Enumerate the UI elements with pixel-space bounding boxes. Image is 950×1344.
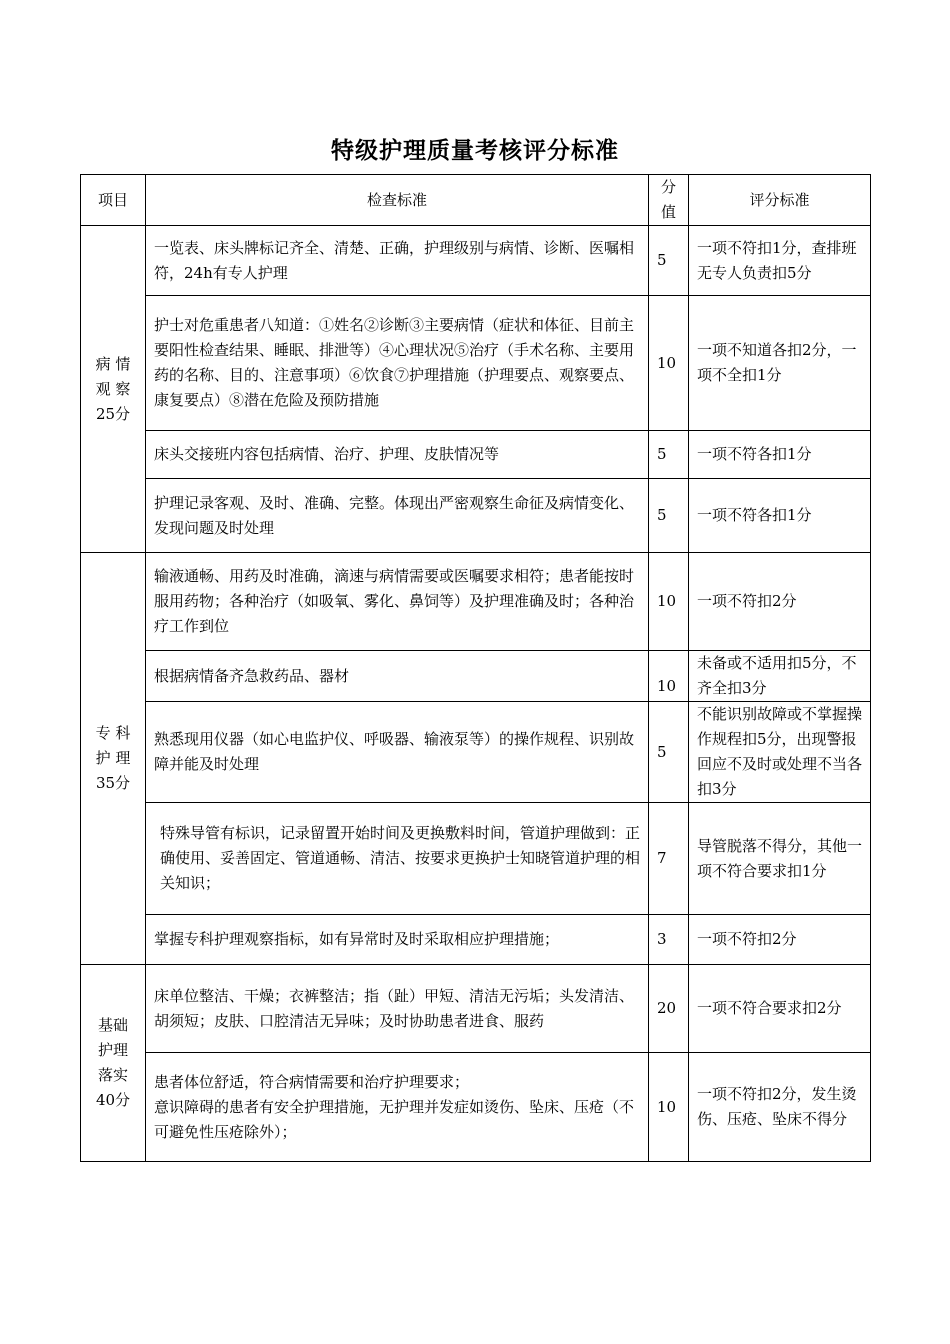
standard-cell: 患者体位舒适，符合病情需要和治疗护理要求； 意识障碍的患者有安全护理措施，无护理并发症如烫伤、坠床、压疮（不可避免性压疮除外）； [146, 1053, 649, 1162]
table-row [81, 651, 871, 702]
table-row [81, 553, 871, 651]
standard-cell: 床头交接班内容包括病情、治疗、护理、皮肤情况等 [146, 431, 649, 479]
score-cell: 10 [649, 553, 689, 651]
header-item: 项目 [81, 175, 146, 226]
score-cell: 7 [649, 803, 689, 915]
score-cell: 10 [649, 1053, 689, 1162]
category-cell [81, 553, 146, 965]
rule-cell: 一项不符合要求扣2分 [689, 965, 871, 1053]
score-cell: 5 [649, 226, 689, 296]
standard-cell: 床单位整洁、干燥；衣裤整洁；指（趾）甲短、清洁无污垢；头发清洁、胡须短；皮肤、口腔清洁无异味；及时协助患者进食、服药 [146, 965, 649, 1053]
rule-cell: 不能识别故障或不掌握操作规程扣5分，出现警报回应不及时或处理不当各扣3分 [689, 702, 871, 803]
rule-cell: 导管脱落不得分，其他一项不符合要求扣1分 [689, 803, 871, 915]
assessment-table [80, 174, 871, 1162]
header-row [81, 175, 871, 226]
category-label: 病 情 观 察 25分 [95, 354, 131, 423]
standard-cell: 特殊导管有标识，记录留置开始时间及更换敷料时间，管道护理做到：正确使用、妥善固定、管道通畅、清洁、按要求更换护士知晓管道护理的相关知识； [146, 803, 649, 915]
standard-cell: 护理记录客观、及时、准确、完整。体现出严密观察生命征及病情变化、发现问题及时处理 [146, 479, 649, 553]
score-cell: 10 [649, 296, 689, 431]
table-row [81, 803, 871, 915]
table-row [81, 296, 871, 431]
page-title: 特级护理质量考核评分标准 [331, 138, 619, 164]
rule-cell: 一项不符各扣1分 [689, 431, 871, 479]
standard-cell: 护士对危重患者八知道：①姓名②诊断③主要病情（症状和体征、目前主要阳性检查结果、睡眠、排泄等）④心理状况⑤治疗（手术名称、主要用药的名称、目的、注意事项）⑥饮食⑦护理措施（护理要点、观察要点、康复要点）⑧潜在危险及预防措施 [146, 296, 649, 431]
table-row [81, 915, 871, 965]
table-row [81, 1053, 871, 1162]
header-standard: 检查标准 [146, 175, 649, 226]
rule-cell: 一项不符扣2分 [689, 915, 871, 965]
rule-cell: 一项不符扣2分 [689, 553, 871, 651]
category-cell [81, 226, 146, 553]
standard-cell: 输液通畅、用药及时准确，滴速与病情需要或医嘱要求相符；患者能按时服用药物；各种治疗（如吸氧、雾化、鼻饲等）及护理准确及时；各种治疗工作到位 [146, 553, 649, 651]
score-cell: 20 [649, 965, 689, 1053]
rule-cell: 一项不符各扣1分 [689, 479, 871, 553]
score-cell: 5 [649, 431, 689, 479]
standard-cell: 一览表、床头牌标记齐全、清楚、正确，护理级别与病情、诊断、医嘱相符，24h有专人护理 [146, 226, 649, 296]
table-row [81, 431, 871, 479]
table-row [81, 965, 871, 1053]
rule-cell: 一项不知道各扣2分，一项不全扣1分 [689, 296, 871, 431]
table-row [81, 479, 871, 553]
standard-cell: 掌握专科护理观察指标，如有异常时及时采取相应护理措施； [146, 915, 649, 965]
table-row [81, 226, 871, 296]
standard-cell: 熟悉现用仪器（如心电监护仪、呼吸器、输液泵等）的操作规程、识别故障并能及时处理 [146, 702, 649, 803]
category-label: 专 科 护 理 35分 [95, 724, 131, 792]
score-cell: 3 [649, 915, 689, 965]
standard-cell: 根据病情备齐急救药品、器材 [146, 651, 649, 702]
header-rule: 评分标准 [689, 175, 871, 226]
rule-cell: 一项不符扣2分，发生烫伤、压疮、坠床不得分 [689, 1053, 871, 1162]
score-cell: 5 [649, 479, 689, 553]
rule-cell: 未备或不适用扣5分，不齐全扣3分 [689, 651, 871, 702]
score-cell: 10 [649, 651, 689, 702]
rule-cell: 一项不符扣1分，查排班无专人负责扣5分 [689, 226, 871, 296]
header-score: 分 值 [649, 175, 689, 226]
score-cell: 5 [649, 702, 689, 803]
table-row [81, 702, 871, 803]
category-label: 基础 护理 落实 40分 [95, 1016, 131, 1109]
category-cell [81, 965, 146, 1162]
